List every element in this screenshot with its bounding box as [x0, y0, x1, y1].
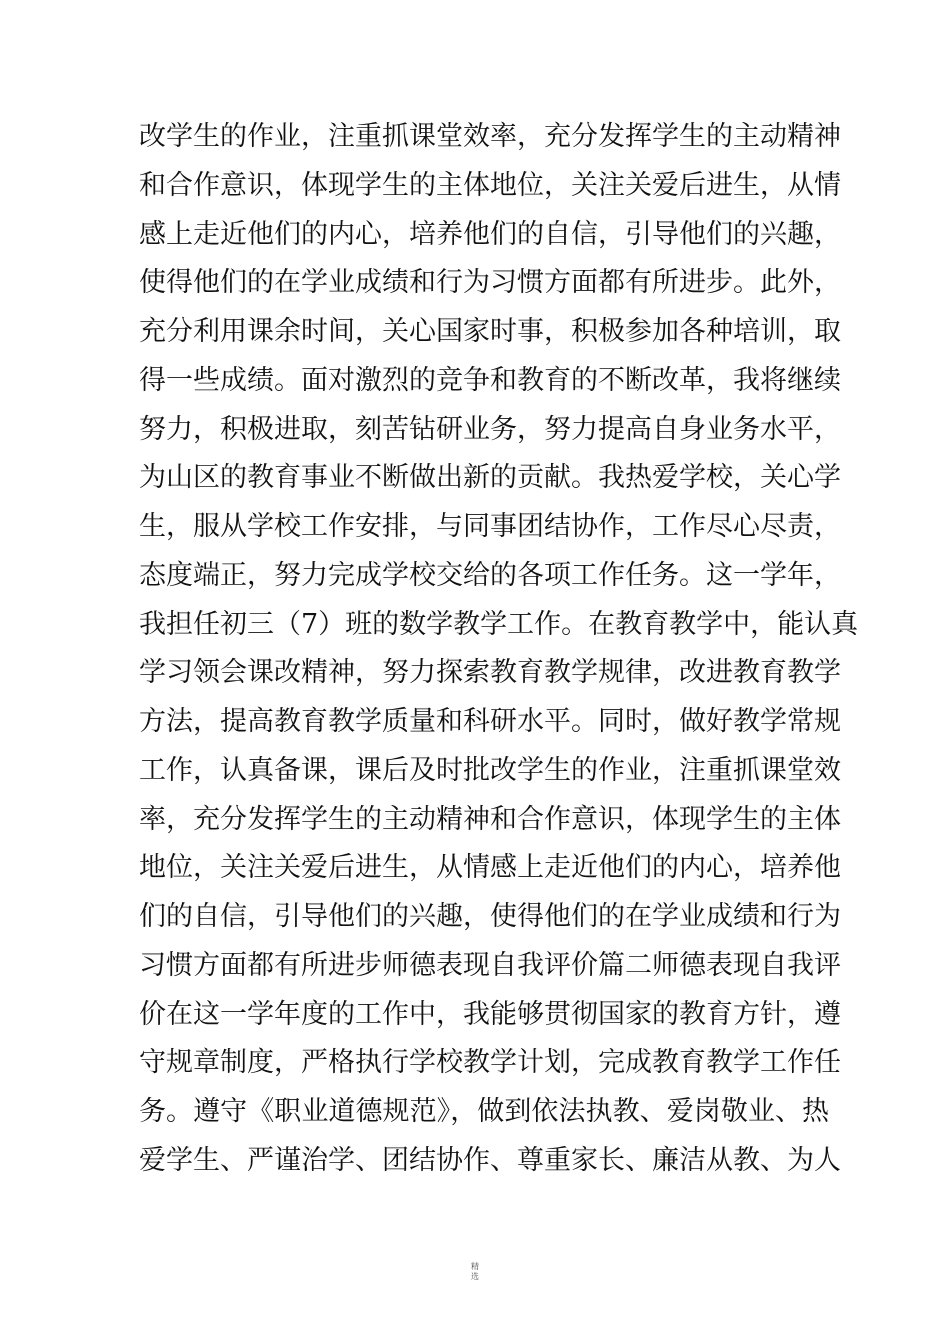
- text-line: 地位，关注关爱后进生，从情感上走近他们的内心，培养他: [139, 852, 841, 884]
- text-line: 得一些成绩。面对激烈的竞争和教育的不断改革，我将继续: [139, 364, 841, 396]
- footer-mark-line: 选: [471, 1272, 479, 1281]
- text-line: 生，服从学校工作安排，与同事团结协作，工作尽心尽责，: [139, 511, 841, 542]
- text-line: 为山区的教育事业不断做出新的贡献。我热爱学校，关心学: [139, 462, 841, 494]
- text-line: 价在这一学年度的工作中，我能够贯彻国家的教育方针，遵: [139, 998, 841, 1030]
- text-line: 务。遵守《职业道德规范》，做到依法执教、爱岗敬业、热: [139, 1096, 829, 1127]
- text-line: 爱学生、严谨治学、团结协作、尊重家长、廉洁从教、为人: [139, 1144, 841, 1176]
- text-line: 我担任初三（7）班的数学教学工作。在教育教学中，能认真: [139, 608, 859, 640]
- text-line: 充分利用课余时间，关心国家时事，积极参加各种培训，取: [139, 316, 841, 347]
- text-line: 和合作意识，体现学生的主体地位，关注关爱后进生，从情: [139, 169, 841, 201]
- text-line: 习惯方面都有所进步师德表现自我评价篇二师德表现自我评: [139, 949, 841, 981]
- footer-mark-line: 精: [471, 1262, 479, 1271]
- text-line: 们的自信，引导他们的兴趣，使得他们的在学业成绩和行为: [139, 901, 841, 932]
- text-line: 守规章制度，严格执行学校教学计划，完成教育教学工作任: [139, 1047, 841, 1079]
- text-line: 态度端正，努力完成学校交给的各项工作任务。这一学年，: [139, 559, 841, 591]
- text-line: 努力，积极进取，刻苦钻研业务，努力提高自身业务水平，: [139, 413, 841, 445]
- body-text: [139, 113, 859, 1186]
- text-line: 学习领会课改精神，努力探索教育教学规律，改进教育教学: [139, 657, 841, 689]
- text-line: 感上走近他们的内心，培养他们的自信，引导他们的兴趣，: [139, 218, 841, 250]
- text-line: 使得他们的在学业成绩和行为习惯方面都有所进步。此外，: [139, 267, 841, 299]
- text-line: 方法，提高教育教学质量和科研水平。同时，做好教学常规: [139, 706, 841, 737]
- text-line: 工作，认真备课，课后及时批改学生的作业，注重抓课堂效: [139, 754, 841, 786]
- footer-mark: [0, 1262, 950, 1282]
- text-line: 改学生的作业，注重抓课堂效率，充分发挥学生的主动精神: [139, 121, 841, 152]
- text-line: 率，充分发挥学生的主动精神和合作意识，体现学生的主体: [139, 803, 841, 835]
